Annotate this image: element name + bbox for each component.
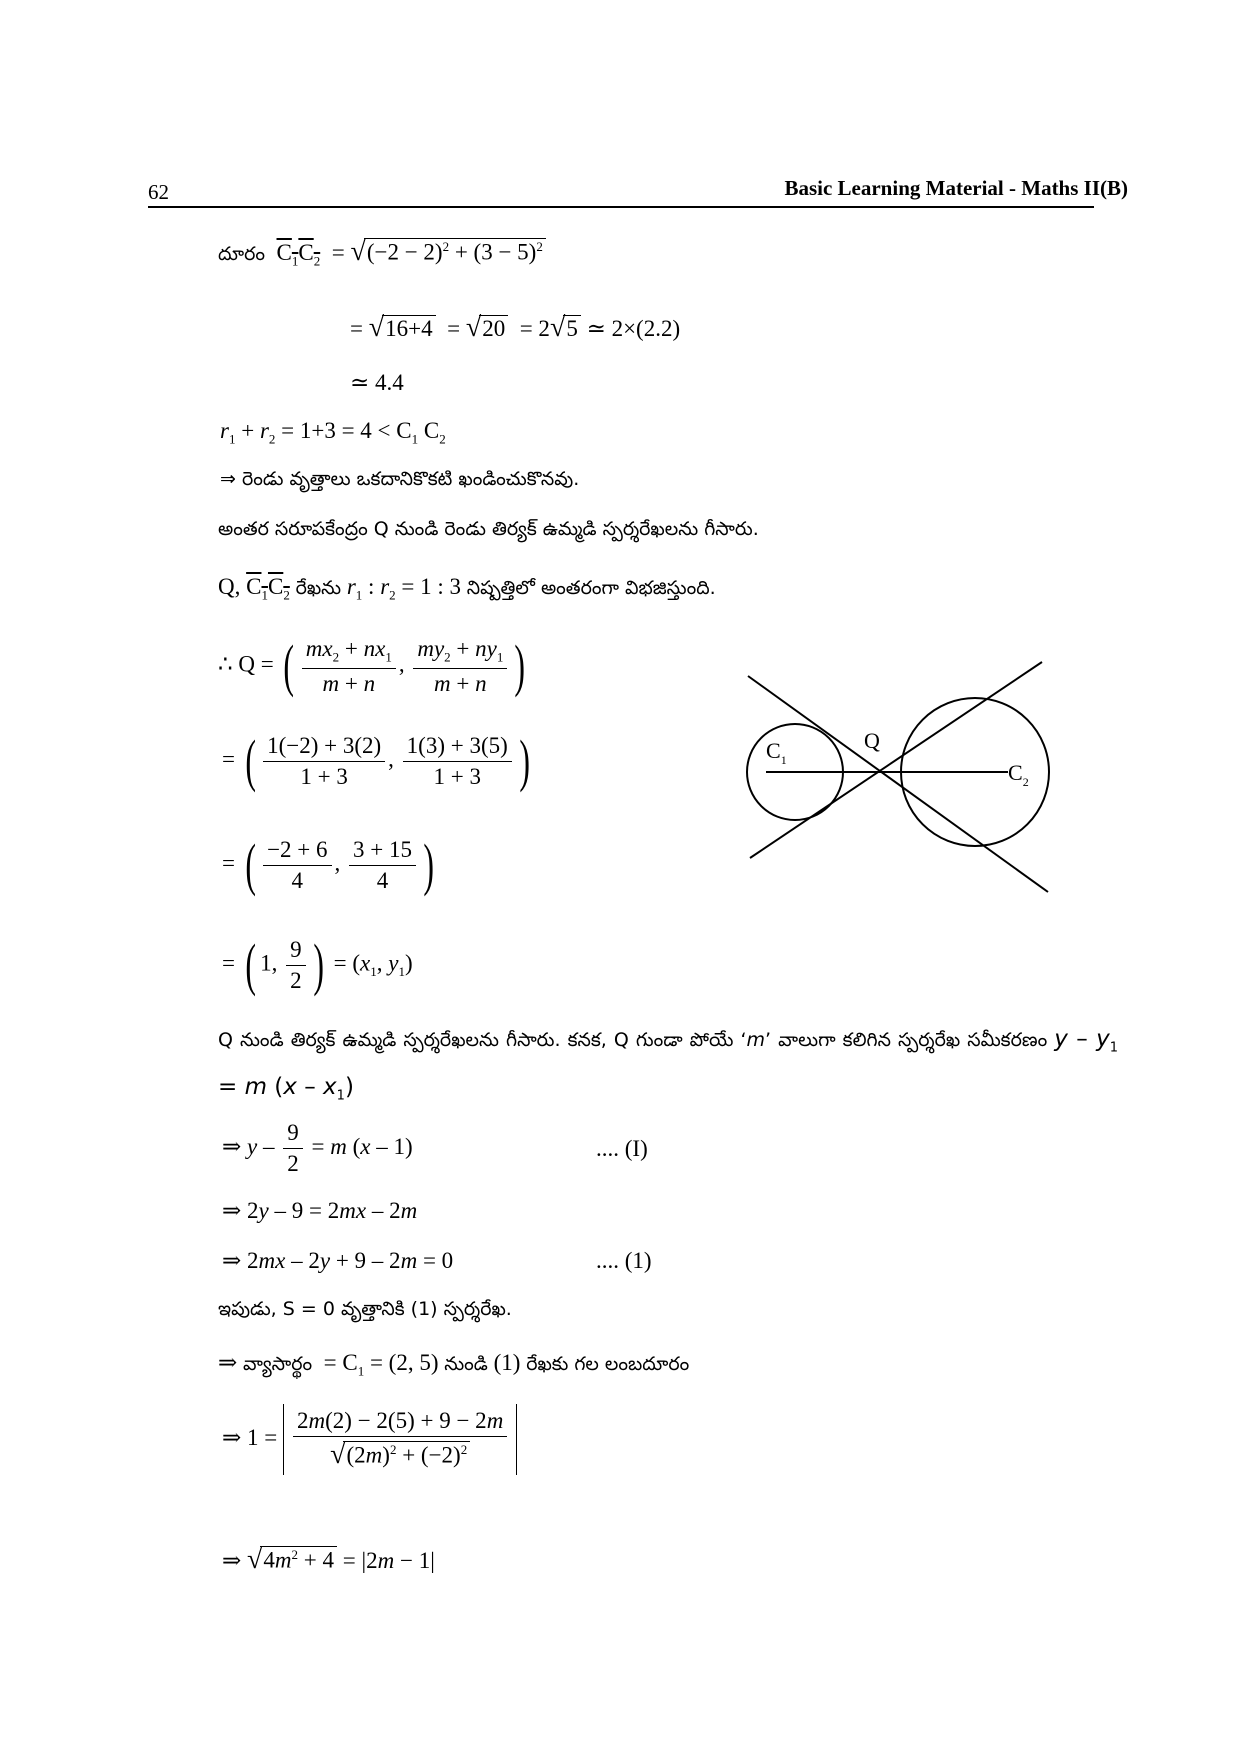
tangent-line-2 bbox=[750, 662, 1042, 858]
tangent-diagram bbox=[740, 656, 1090, 916]
radius-label: వ్యాసార్థం bbox=[243, 1353, 313, 1375]
label-q: Q bbox=[864, 728, 880, 753]
radius-line: ⇒ వ్యాసార్థం = $C_1 = (2$, 5) నుండి (1) రేఖకు గల లంబదూరం bbox=[218, 1350, 690, 1379]
eq-b: ⇒ 2mx – 2y + 9 – 2m = 0 bbox=[222, 1248, 454, 1273]
label-c1: $C_1$ bbox=[766, 738, 787, 767]
sum-radii: $r_1 + r_2 = 1+3 = 4 < C_1$ $C_2$ bbox=[220, 418, 446, 447]
eq-ref-I: .... (I) bbox=[596, 1136, 648, 1161]
divides-line: Q, $C_1C_2$ రేఖను $r_1$ : $r_2 = 1$ : 3 నిష్పత్తిలో అంతరంగా విభజిస్తుంది. bbox=[218, 574, 716, 603]
distance-approx: ≃ 4.4 bbox=[350, 370, 404, 395]
distance-label: దూరం bbox=[218, 243, 266, 265]
internal-center-text: అంతర సరూపకేంద్రం Q నుండి రెండు తిర్యక్ ఉమ్మడి స్పర్శరేఖలను గీసారు. bbox=[218, 518, 759, 540]
eq-I: ⇒ y – $\frac{9}{2}$ = m (x – 1) bbox=[222, 1120, 413, 1176]
perp-distance-eq: ⇒ 1 = $\frac{2m(2) - 2(5) + 9 - 2m}{√(2m)^2 + (-2)^2}$ bbox=[222, 1404, 517, 1475]
tangent-line-1 bbox=[748, 676, 1048, 892]
label-c2: $C_2$ bbox=[1008, 760, 1029, 789]
c1c2-segment: $C_1C_2$ bbox=[276, 240, 321, 269]
distance-line: దూరం $C_1C_2 = √(-2 - 2)^2 + (3 - 5)^2$ bbox=[218, 236, 546, 270]
not-intersect-text: ⇒ రెండు వృత్తాలు ఒకదానికొకటి ఖండించుకొనవు. bbox=[220, 468, 580, 490]
eq-ref-1: .... (1) bbox=[596, 1248, 652, 1273]
header-rule bbox=[148, 206, 1094, 208]
distance-simplify: = √16+4 = √20 = 2√5 ≃ 2×(2.2) bbox=[350, 312, 681, 343]
tangent-circle-text: ఇపుడు, S = 0 వృత్తానికి (1) స్పర్శరేఖ. bbox=[218, 1298, 512, 1320]
eq-a: ⇒ 2y – 9 = 2mx – 2m bbox=[222, 1198, 418, 1223]
section-formula: ∴ Q = ( $\frac{mx_2 + nx_1}{m + n}$ , $\frac{my_2 + ny_1}{m + n}$ ) bbox=[218, 633, 526, 699]
section-simplify: = ( $\frac{-2 + 6}{4}$ , $\frac{3 + 15}{4}$ ) bbox=[222, 832, 434, 897]
final-eq: ⇒ $√4m^2 + 4 = |2m - 1|$ bbox=[222, 1544, 435, 1575]
distance-sqrt: $(-2 - 2)^2 + (3 - 5)^2$ bbox=[364, 238, 546, 266]
section-sub: = ( $\frac{1(-2) + 3(2)}{1 + 3}$ , $\frac{1(3) + 3(5)}{1 + 3}$ ) bbox=[222, 728, 530, 793]
section-result: = ( 1, $\frac{9}{2}$ ) = ($x_1$, $y_1$) bbox=[222, 932, 413, 997]
page-title: Basic Learning Material - Maths II(B) bbox=[784, 176, 1128, 200]
tangent-paragraph: Q నుండి తిర్యక్ ఉమ్మడి స్పర్శరేఖలను గీసారు. కనక, Q గుండా పోయే ‘m’ వాలుగా కలిగిన స్పర్శరేఖ సమీకరణం $y - y_1 = m$ $(x - x_1)$ bbox=[218, 1026, 1118, 1104]
page-number: 62 bbox=[148, 180, 169, 204]
